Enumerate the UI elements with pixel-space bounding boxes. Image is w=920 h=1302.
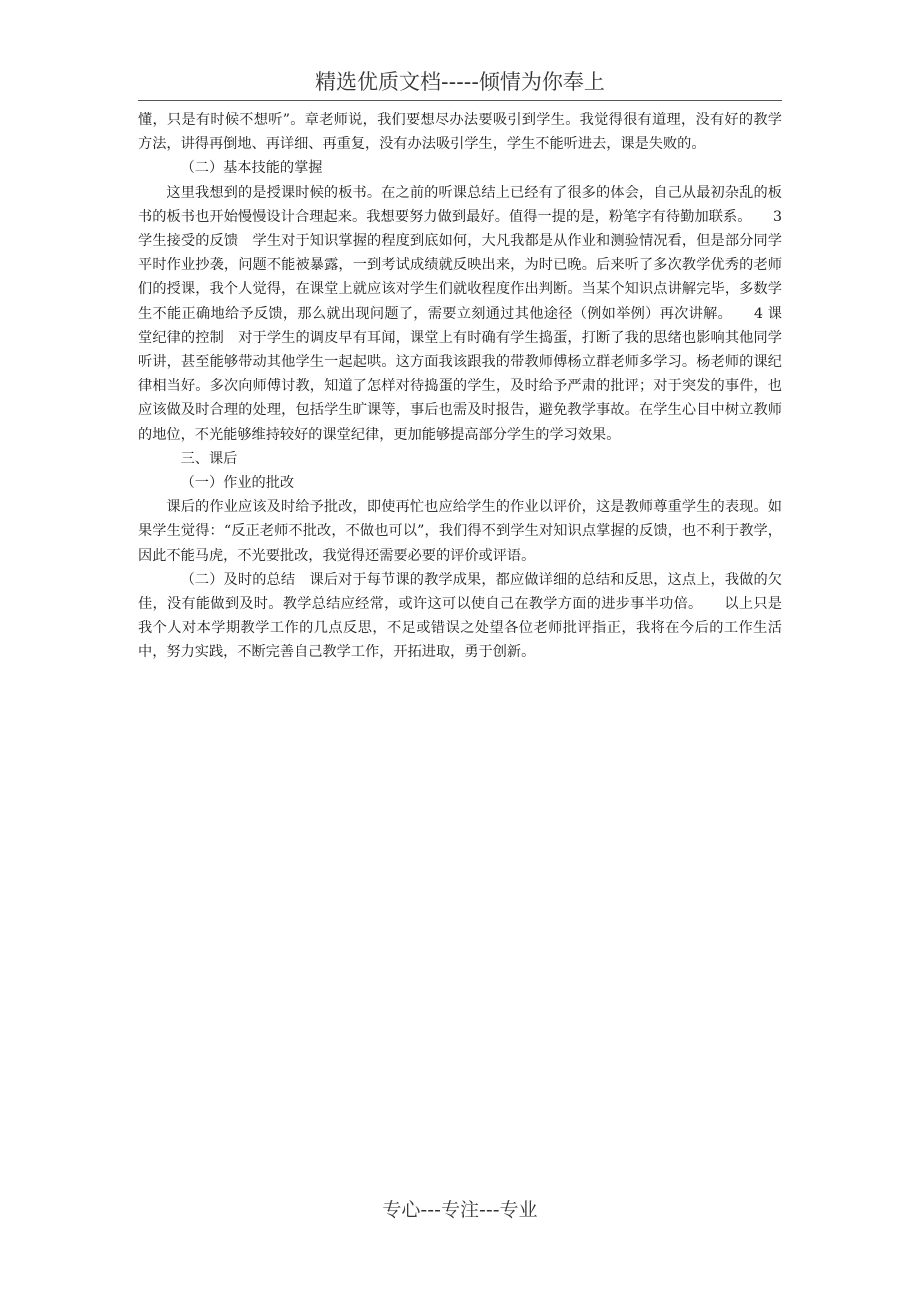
section-heading-after-class: 三、课后 xyxy=(180,450,238,467)
page-header-title: 精选优质文档-----倾情为你奉上 xyxy=(315,70,605,94)
header-divider xyxy=(138,100,782,101)
paragraph-homework-grading: 课后的作业应该及时给予批改，即使再忙也应给学生的作业以评价，这是教师尊重学生的表现。如果学生觉得：“反正老师不批改，不做也可以”，我们得不到学生对知识点掌握的反馈，也不利于教学，因此不能马虎，不光要批改，我觉得还需要必要的评价或评语。 xyxy=(138,499,782,564)
paragraph-continued: 懂，只是有时候不想听”。章老师说，我们要想尽办法要吸引到学生。我觉得很有道理，没有好的教学方法，讲得再倒地、再详细、再重复，没有办法吸引学生，学生不能听进去，课是失败的。 xyxy=(138,112,782,153)
section-heading-homework: （一）作业的批改 xyxy=(180,475,295,492)
paragraph-blackboard-feedback-discipline: 这里我想到的是授课时候的板书。在之前的听课总结上已经有了很多的体会，自己从最初杂乱的板书的板书也开始慢慢设计合理起来。我想要努力做到最好。值得一提的是，粉笔字有待勤加联系。 3 学生接受的反馈 学生对于知识掌握的程度到底如何，大凡我都是从作业和测验情况看，但是部分同学平时作业抄袭，问题不能被暴露，一到考试成绩就反映出来，为时已晚。后来听了多次教学优秀的老师们的授课，我个人觉得，在课堂上就应该对学生们就收程度作出判断。当某个知识点讲解完毕，多数学生不能正确地给予反馈，那么就出现问题了，需要立刻通过其他途径（例如举例）再次讲解。 4 课堂纪律的控制 对于学生的调皮早有耳闻，课堂上有时确有学生捣蛋，打断了我的思绪也影响其他同学听讲，甚至能够带动其他学生一起起哄。这方面我该跟我的带教师傅杨立群老师多学习。杨老师的课纪律相当好。多次向师傅讨教，知道了怎样对待捣蛋的学生，及时给予严肃的批评；对于突发的事件，也应该做及时合理的处理，包括学生旷课等，事后也需及时报告，避免教学事故。在学生心目中树立教师的地位，不光能够维持较好的课堂纪律，更加能够提高部分学生的学习效果。 xyxy=(138,184,782,443)
document-body xyxy=(138,108,782,665)
section-heading-basic-skills: （二）基本技能的掌握 xyxy=(180,160,323,177)
paragraph-timely-summary: （二）及时的总结 课后对于每节课的教学成果，都应做详细的总结和反思，这点上，我做的欠佳，没有能做到及时。教学总结应经常，或许这可以使自己在教学方面的进步事半功倍。 以上只是我个人对本学期教学工作的几点反思，不足或错误之处望各位老师批评指正，我将在今后的工作生活中，努力实践，不断完善自己教学工作，开拓进取，勇于创新。 xyxy=(138,571,782,661)
page-footer-text: 专心---专注---专业 xyxy=(382,1199,538,1221)
